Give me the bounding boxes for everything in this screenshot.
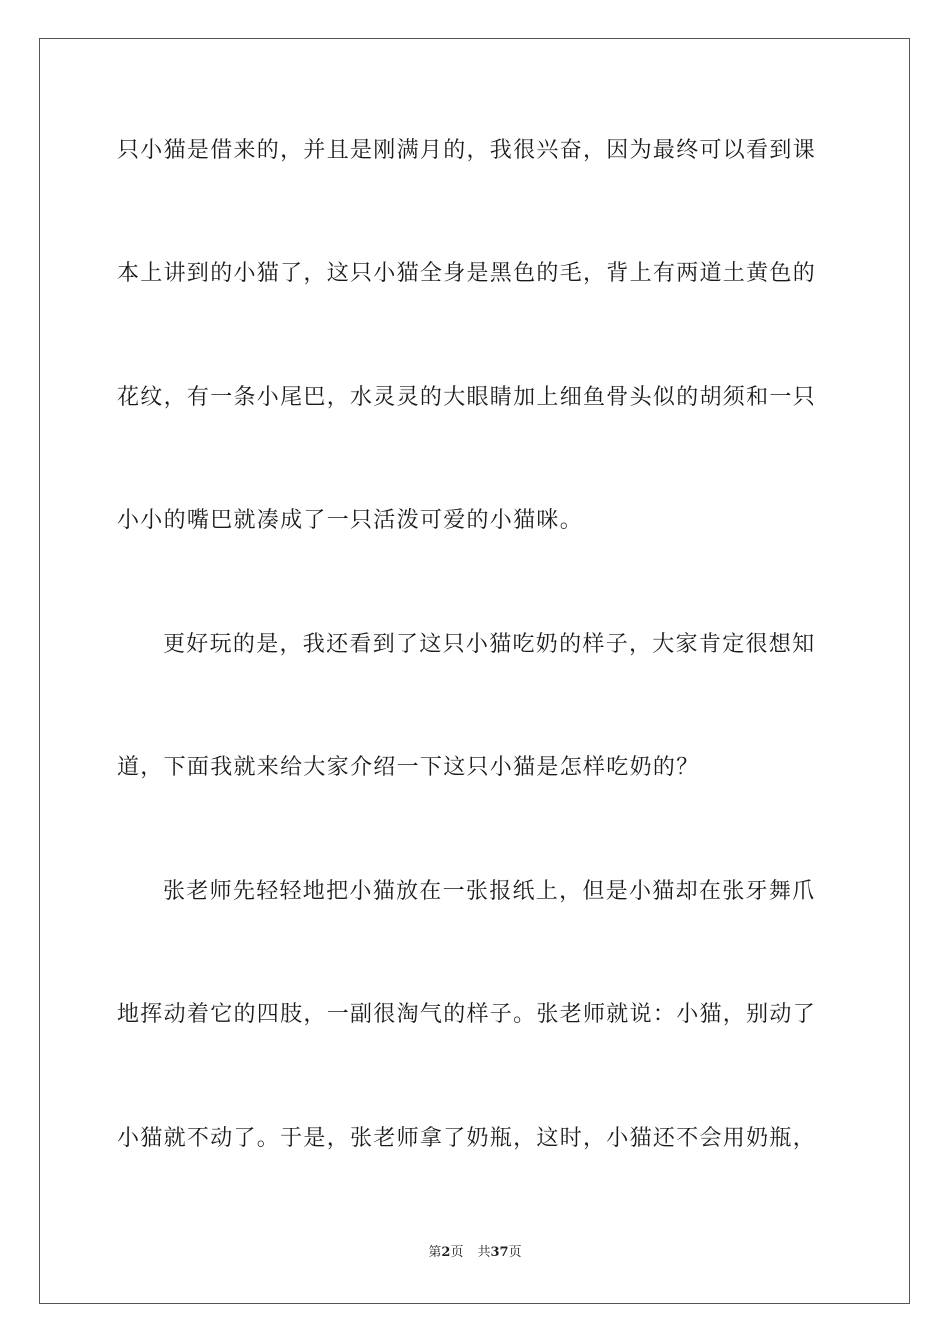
total-pages: 37 bbox=[490, 1245, 509, 1260]
text-line-8: 地挥动着它的四肢，一副很淘气的样子。张老师就说：小猫，别动了 bbox=[117, 1002, 817, 1027]
total-suffix: 页 bbox=[508, 1245, 522, 1260]
page-suffix: 页 bbox=[450, 1245, 464, 1260]
page-number: 2 bbox=[441, 1245, 451, 1260]
page-border bbox=[39, 38, 910, 1304]
text-line-2: 本上讲到的小猫了，这只小猫全身是黑色的毛，背上有两道土黄色的 bbox=[117, 261, 817, 286]
page-footer bbox=[0, 1245, 950, 1261]
text-line-3: 花纹，有一条小尾巴，水灵灵的大眼睛加上细鱼骨头似的胡须和一只 bbox=[117, 385, 817, 410]
text-line-1: 只小猫是借来的，并且是刚满月的，我很兴奋，因为最终可以看到课 bbox=[117, 138, 817, 163]
text-line-6: 道，下面我就来给大家介绍一下这只小猫是怎样吃奶的？ bbox=[117, 755, 700, 780]
text-line-4: 小小的嘴巴就凑成了一只活泼可爱的小猫咪。 bbox=[117, 508, 584, 533]
total-prefix: 共 bbox=[477, 1245, 491, 1260]
text-line-5: 更好玩的是，我还看到了这只小猫吃奶的样子，大家肯定很想知 bbox=[163, 632, 816, 657]
text-line-7: 张老师先轻轻地把小猫放在一张报纸上，但是小猫却在张牙舞爪 bbox=[163, 879, 816, 904]
page-prefix: 第 bbox=[428, 1245, 442, 1260]
text-line-9: 小猫就不动了。于是，张老师拿了奶瓶，这时，小猫还不会用奶瓶， bbox=[117, 1126, 817, 1151]
